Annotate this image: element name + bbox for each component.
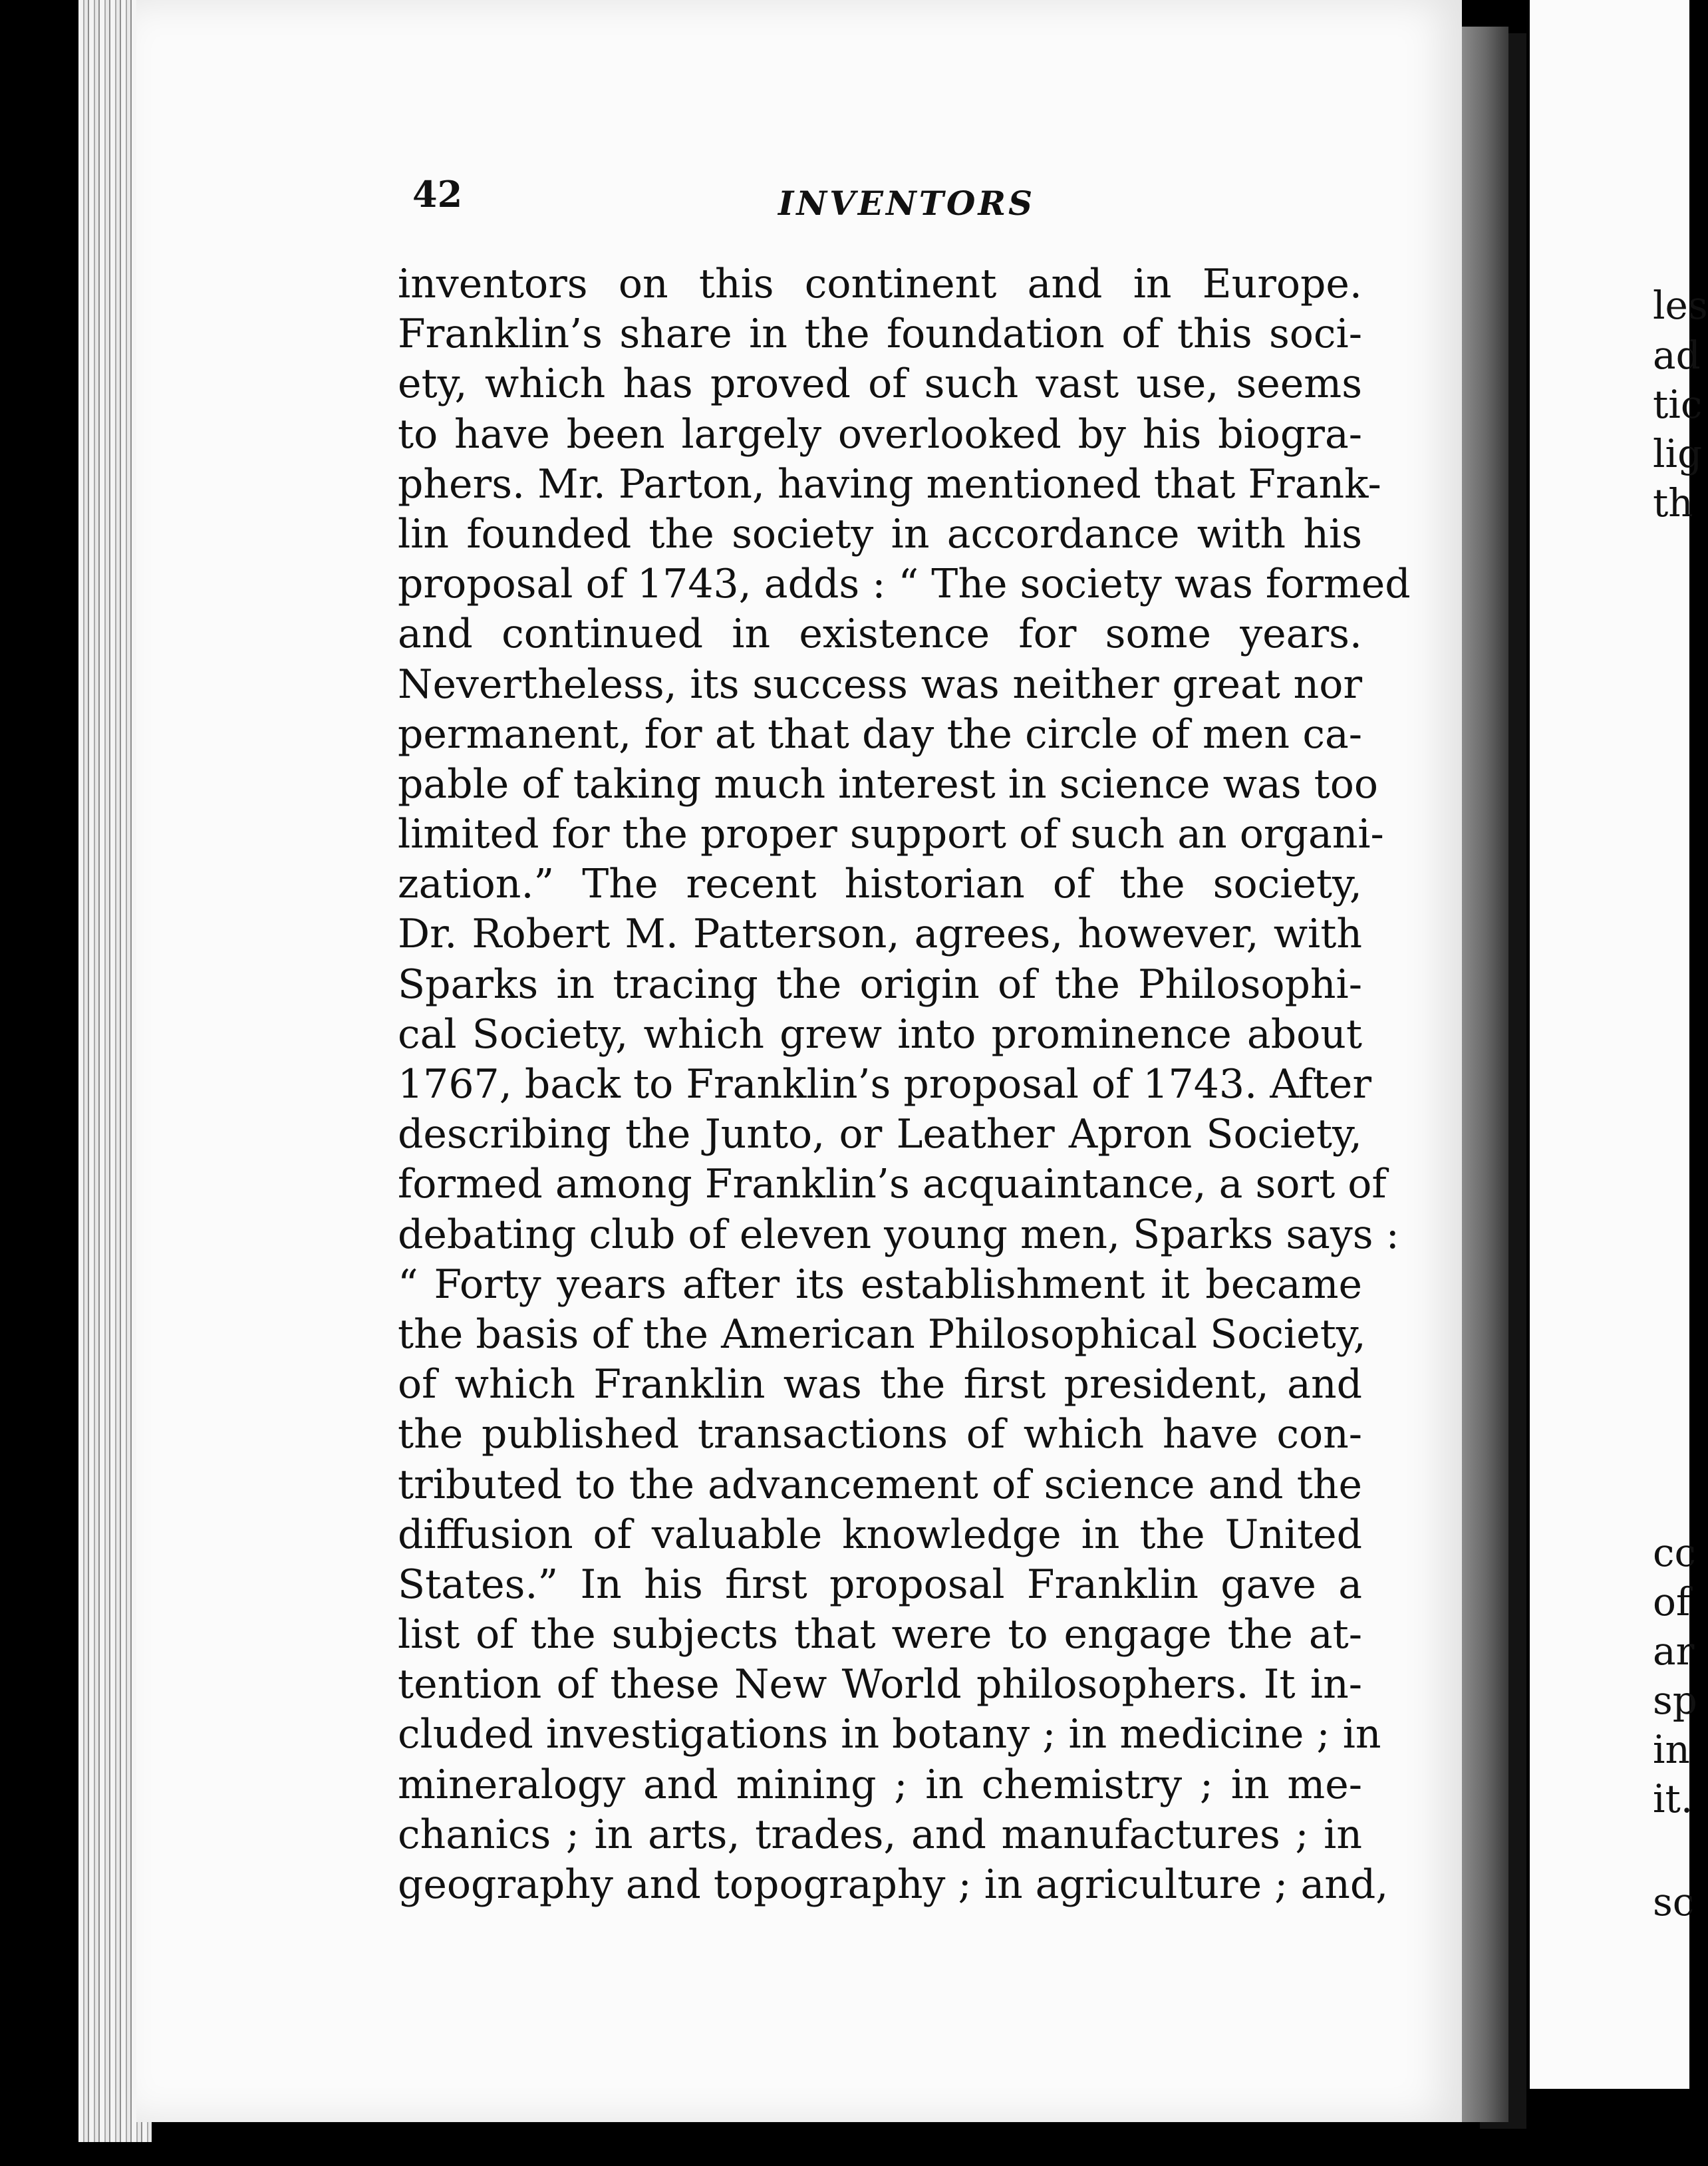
text-line: “ Forty years after its establishment it became xyxy=(398,1261,1362,1308)
text-line: ety, which has proved of such vast use, seems xyxy=(398,361,1362,408)
facing-fragment: ar xyxy=(1653,1628,1695,1674)
text-line: to have been largely overlooked by his biogra- xyxy=(398,410,1362,458)
facing-fragment: tic xyxy=(1653,382,1703,427)
text-line: phers. Mr. Parton, having mentioned that Frank- xyxy=(398,460,1381,508)
text-line: pable of taking much interest in science was too xyxy=(398,760,1378,808)
text-line: Franklin’s share in the foundation of this soci- xyxy=(398,311,1362,358)
text-line: mineralogy and mining ; in chemistry ; in me- xyxy=(398,1761,1362,1808)
text-line: inventors on this continent and in Europe. xyxy=(398,261,1362,307)
text-line: diffusion of valuable knowledge in the United xyxy=(398,1511,1362,1558)
facing-fragment: sc xyxy=(1653,1879,1695,1925)
text-line: the basis of the American Philosophical Society, xyxy=(398,1311,1366,1358)
facing-fragment: ad xyxy=(1653,333,1701,378)
facing-fragment: of xyxy=(1653,1579,1691,1625)
text-line: cluded investigations in botany ; in medicine ; in xyxy=(398,1711,1381,1758)
page-number: 42 xyxy=(412,173,463,216)
text-line: proposal of 1743, adds : “ The society was formed xyxy=(398,561,1411,608)
facing-page-fragments xyxy=(1653,0,1708,2089)
text-line: the published transactions of which have con- xyxy=(398,1411,1362,1458)
text-line: zation.” The recent historian of the society, xyxy=(398,861,1362,908)
text-line: 1767, back to Franklin’s proposal of 1743. After xyxy=(398,1061,1371,1108)
facing-fragment: cc xyxy=(1653,1530,1696,1575)
facing-fragment: in xyxy=(1653,1727,1690,1772)
text-line: Sparks in tracing the origin of the Philosophi- xyxy=(398,961,1362,1008)
text-line: tention of these New World philosophers. It in- xyxy=(398,1661,1362,1708)
facing-fragment: th xyxy=(1653,480,1693,526)
facing-fragment: les xyxy=(1653,283,1708,328)
text-line: lin founded the society in accordance with his xyxy=(398,510,1362,557)
text-line: geography and topography ; in agriculture ; and, xyxy=(398,1861,1389,1908)
page-shadow xyxy=(1462,27,1508,2122)
text-line: formed among Franklin’s acquaintance, a sort of xyxy=(398,1161,1387,1208)
facing-fragment: it. xyxy=(1653,1776,1693,1821)
text-line: Nevertheless, its success was neither great nor xyxy=(398,661,1362,708)
text-line: and continued in existence for some years. xyxy=(398,611,1362,658)
text-line: limited for the proper support of such an organi- xyxy=(398,811,1384,858)
facing-fragment: sp xyxy=(1653,1678,1697,1723)
body-text xyxy=(398,259,1411,1910)
text-line: cal Society, which grew into prominence about xyxy=(398,1010,1362,1058)
facing-fragment: lig xyxy=(1653,431,1703,476)
text-line: chanics ; in arts, trades, and manufactures ; in xyxy=(398,1811,1362,1858)
text-line: States.” In his first proposal Franklin gave a xyxy=(398,1561,1362,1608)
text-line: of which Franklin was the first president, and xyxy=(398,1361,1362,1408)
text-line: describing the Junto, or Leather Apron Society, xyxy=(398,1111,1362,1158)
text-line: permanent, for at that day the circle of men ca- xyxy=(398,710,1362,758)
text-line: Dr. Robert M. Patterson, agrees, however, with xyxy=(398,911,1362,958)
text-line: tributed to the advancement of science and the xyxy=(398,1461,1362,1508)
text-line: list of the subjects that were to engage the at- xyxy=(398,1611,1362,1658)
running-title: INVENTORS xyxy=(778,184,1036,223)
text-line: debating club of eleven young men, Sparks says : xyxy=(398,1211,1399,1258)
